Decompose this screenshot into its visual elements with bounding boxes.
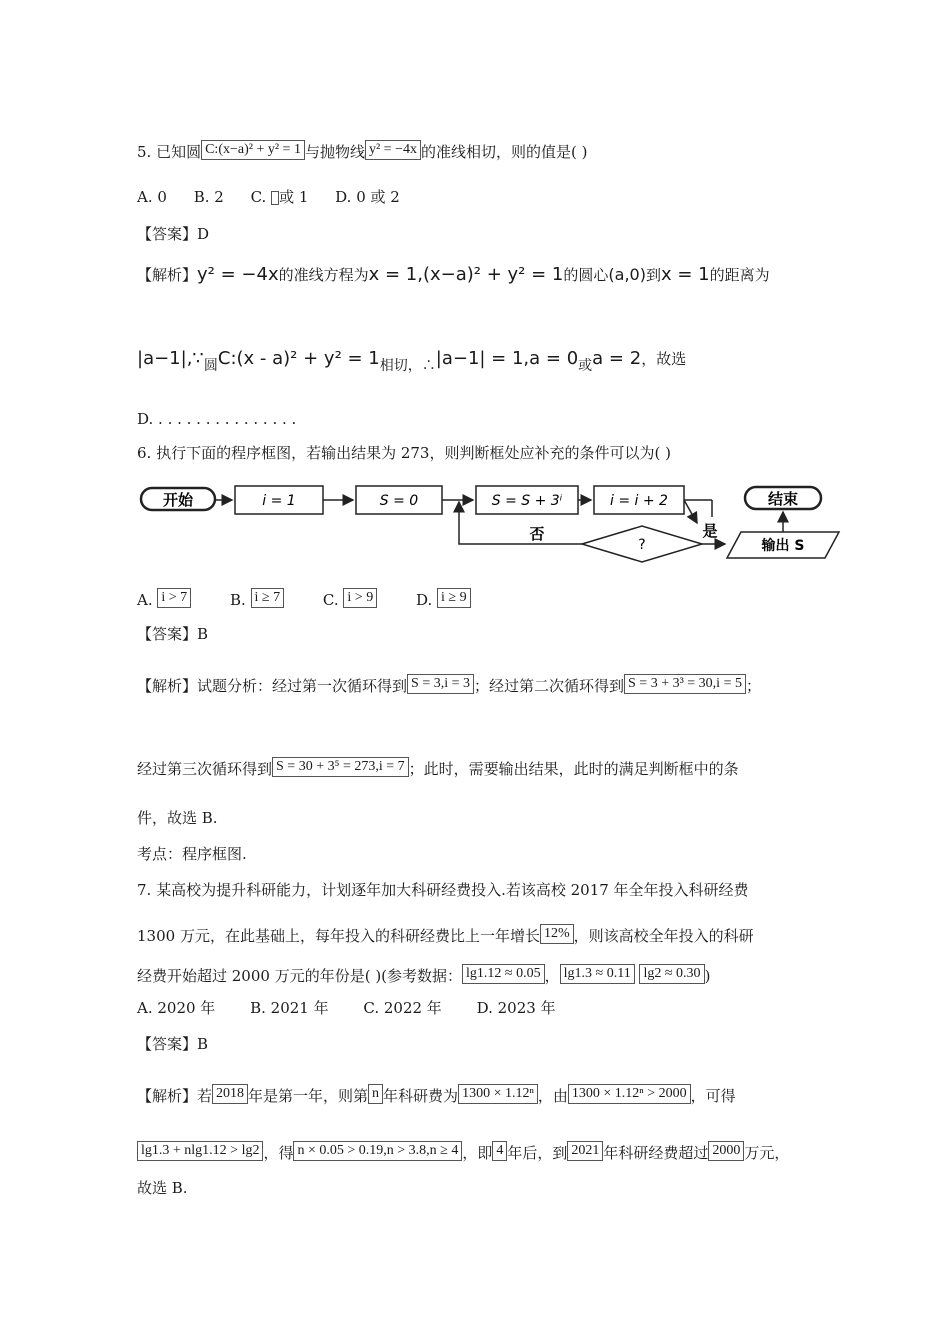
formula-box: 2000 <box>708 1141 744 1161</box>
formula-box: n <box>368 1084 383 1104</box>
q6-kaodian: 考点：程序框图. <box>137 845 247 863</box>
formula-box: lg1.12 ≈ 0.05 <box>462 964 545 984</box>
option-a: A. 2020 年 <box>137 999 216 1017</box>
q7-explanation-line1: 【解析】若 2018 年是第一年，则第 n 年科研费为 1300 × 1.12ⁿ ，由 1300 × 1.12ⁿ > 2000 ，可得 <box>137 1086 736 1105</box>
formula-box: S = 3,i = 3 <box>407 674 474 694</box>
option-c: C. <box>250 188 272 206</box>
formula-box: y² = −4x <box>365 140 421 160</box>
formula-box: 4 <box>492 1141 507 1161</box>
q7-stem-line1: 7. 某高校为提升科研能力，计划逐年加大科研经费投入.若该高校 2017 年全年投入科研经费 <box>137 881 749 899</box>
option-b: B. 2021 年 <box>250 999 329 1017</box>
q5-explanation-line2: |a−1|,∵圆C:(x - a)² + y² = 1相切，∴|a−1| = 1,a = 0或a = 2，故选 <box>137 348 687 374</box>
q6-explanation-line2: 经过第三次循环得到 S = 30 + 3⁵ = 273,i = 7 ；此时，需要输出结果，此时的满足判断框中的条 <box>137 759 739 778</box>
q7-explanation-line3: 故选 B. <box>137 1179 188 1197</box>
flow-update-i-label: i = i + 2 <box>610 493 668 509</box>
q6-explanation-line3: 件，故选 B. <box>137 809 218 827</box>
q7-explanation-line2: lg1.3 + nlg1.12 > lg2 ，得 n × 0.05 > 0.19,n > 3.8,n ≥ 4 ，即 4 年后，到 2021 年科研经费超过 2000 万元， <box>137 1141 789 1161</box>
option-d: D. 0 或 2 <box>335 188 400 206</box>
formula-box: 12% <box>540 924 574 944</box>
flow-init-i-label: i = 1 <box>262 493 296 509</box>
q5-explanation-line3: D. . . . . . . . . . . . . . . . <box>137 410 297 428</box>
q5-answer: 【答案】D <box>137 225 210 243</box>
q5-explanation-line1: 【解析】y² = −4x的准线方程为x = 1,(x−a)² + y² = 1的圆心(a,0)到x = 1的距离为 <box>137 264 770 285</box>
q6-options: A. i > 7 B. i ≥ 7 C. i > 9 D. i ≥ 9 <box>137 588 471 608</box>
formula-box: S = 3 + 3³ = 30,i = 5 <box>624 674 746 694</box>
formula-box: 1300 × 1.12ⁿ <box>458 1084 538 1104</box>
q5-options: A. 0 B. 2 C. 或 1 D. 0 或 2 <box>137 188 400 206</box>
formula-box: 2018 <box>212 1084 248 1104</box>
option-b: B. 2 <box>193 188 224 206</box>
q7-answer: 【答案】B <box>137 1035 209 1053</box>
q6-answer: 【答案】B <box>137 625 209 643</box>
q7-stem-line3: 经费开始超过 2000 万元的年份是( )(参考数据： lg1.12 ≈ 0.05 ， lg1.3 ≈ 0.11 lg2 ≈ 0.30 ) <box>137 966 711 985</box>
flow-update-s-label: S = S + 3ⁱ <box>491 493 563 509</box>
option-d: D. 2023 年 <box>476 999 556 1017</box>
flow-output-label: 输出 S <box>761 538 805 554</box>
option-c: C. 2022 年 <box>363 999 442 1017</box>
q6-stem: 6. 执行下面的程序框图，若输出结果为 273，则判断框处应补充的条件可以为( ) <box>137 444 671 462</box>
formula-box: 2021 <box>567 1141 603 1161</box>
q7-options <box>137 1001 556 1016</box>
formula-box: lg2 ≈ 0.30 <box>639 964 704 984</box>
q6-explanation-line1: 【解析】试题分析：经过第一次循环得到 S = 3,i = 3 ；经过第二次循环得到 S = 3 + 3³ = 30,i = 5 ； <box>137 676 761 695</box>
option-c-formula: i > 9 <box>343 588 377 608</box>
flow-end-label: 结束 <box>767 490 799 508</box>
q7-stem-line2: 1300 万元，在此基础上，每年投入的科研经费比上一年增长 12% ，则该高校全年投入的科研 <box>137 926 754 945</box>
formula-box: lg1.3 ≈ 0.11 <box>560 964 635 984</box>
formula-box: n × 0.05 > 0.19,n > 3.8,n ≥ 4 <box>293 1141 462 1161</box>
option-b-formula: i ≥ 7 <box>251 588 285 608</box>
option-a-formula: i > 7 <box>157 588 191 608</box>
formula-box: lg1.3 + nlg1.12 > lg2 <box>137 1141 263 1161</box>
flow-decision-label: ? <box>638 537 646 553</box>
flow-init-s-label: S = 0 <box>379 493 419 509</box>
option-a: A. 0 <box>137 188 167 206</box>
flow-yes-label: 是 <box>702 522 718 540</box>
flow-start-label: 开始 <box>162 491 194 509</box>
q5-stem: 5. 已知圆 C:(x−a)² + y² = 1 与抛物线 y² = −4x 的准线相切，则的值是( ) <box>137 142 588 161</box>
flowchart <box>137 478 847 568</box>
option-d-formula: i ≥ 9 <box>437 588 471 608</box>
formula-box: S = 30 + 3⁵ = 273,i = 7 <box>272 757 409 777</box>
formula-box: C:(x−a)² + y² = 1 <box>201 140 305 160</box>
flow-no-label: 否 <box>529 525 545 543</box>
formula-box: 1300 × 1.12ⁿ > 2000 <box>568 1084 691 1104</box>
missing-glyph-box <box>271 191 279 205</box>
